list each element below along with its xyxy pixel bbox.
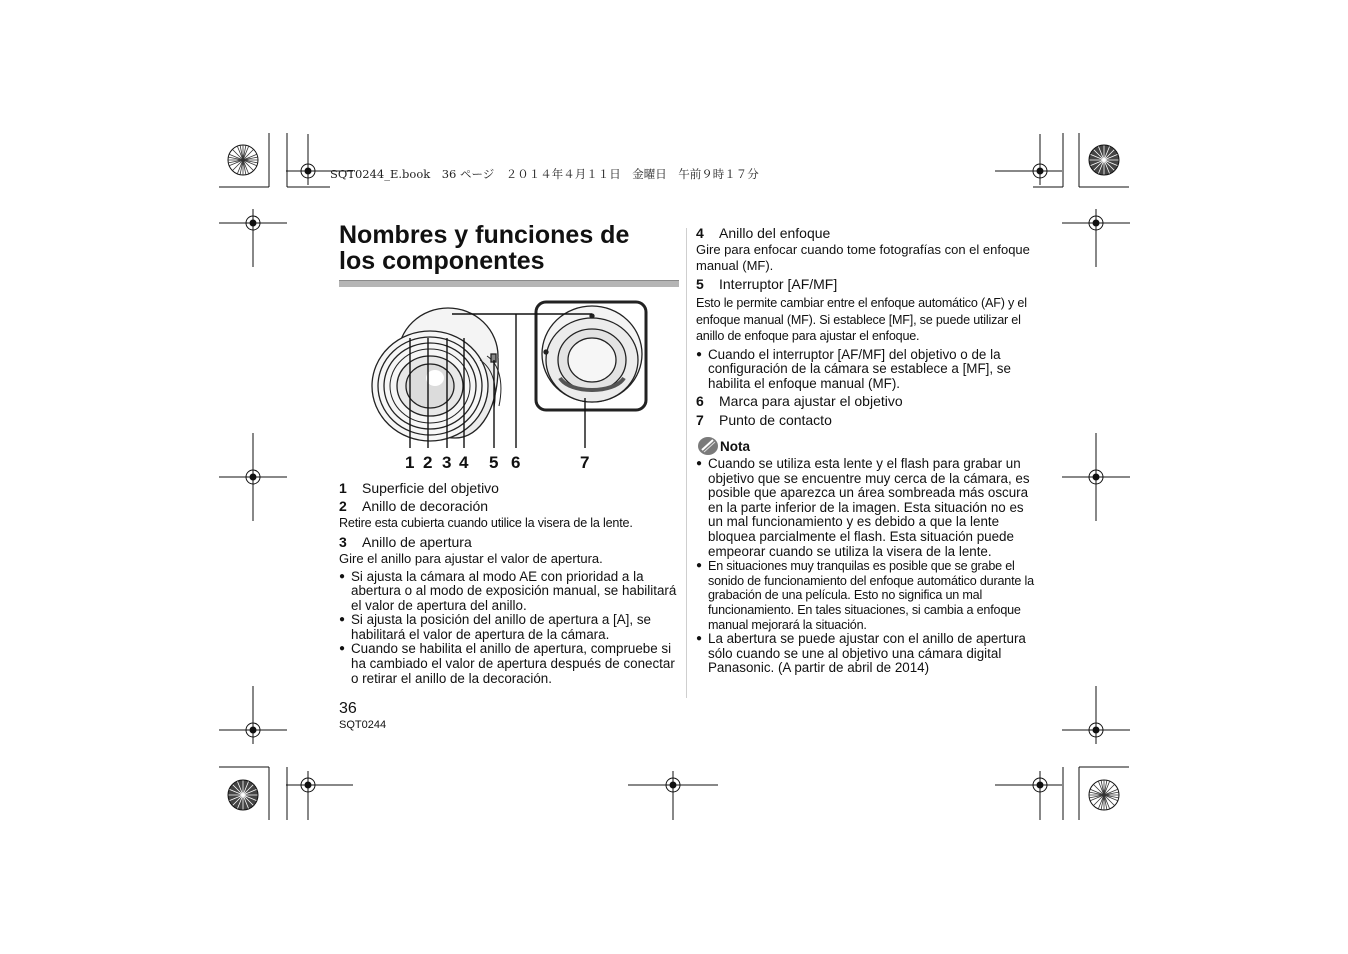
note-list <box>696 457 1038 676</box>
page-number: 36 <box>339 700 357 717</box>
item-label: Superficie del objetivo <box>362 480 499 496</box>
item-6 <box>696 394 1038 409</box>
note-label: Nota <box>720 438 750 454</box>
bullet-text: Cuando el interruptor [AF/MF] del objetivo o de la configuración de la cámara se establece a [MF], se habilita el enfoque manual (MF). <box>708 346 1011 391</box>
bullet-text: Cuando se utiliza esta lente y el flash para grabar un objetivo que se encuentre muy cerca de la cámara, es posible que aparezca un área sombreada más oscura en la parte inferior de la imagen. Esta situación no es un mal funcionamiento y es debido a que la lente bloquea parcialmente el flash. Esta situación puede empeorar cuando se utiliza la visera de la lente. <box>708 456 1030 559</box>
callout-4: 4 <box>459 453 469 472</box>
item-label: Anillo de decoración <box>362 498 489 514</box>
document-code: SQT0244 <box>339 719 387 731</box>
right-column <box>696 226 1038 428</box>
item-number: 6 <box>696 393 704 410</box>
item-7 <box>696 413 1038 428</box>
item-number: 7 <box>696 412 704 429</box>
title-underline-bar <box>339 280 679 287</box>
item-3-description: Gire el anillo para ajustar el valor de apertura. <box>339 550 603 566</box>
bullet-text: La abertura se puede ajustar con el anillo de apertura sólo cuando se une al objetivo una cámara digital Panasonic. (A partir de abril de 2014) <box>708 631 1026 676</box>
note-bullet: ● En situaciones muy tranquilas es posible que se grabe el sonido de funcionamiento del enfoque automático durante la grabación de una película. Esto no significa un mal funcionamiento. En tales situaciones, si cambia a enfoque manual mejorará la situación. <box>696 559 1038 632</box>
item-4 <box>696 226 1038 241</box>
callout-2: 2 <box>423 453 433 472</box>
bullet-text: En situaciones muy tranquilas es posible que se grabe el sonido de funcionamiento del enfoque automático durante la grabación de una película. Esto no significa un mal funcionamiento. En tales situaciones, si cambia a enfoque manual mejorará la situación. <box>708 559 1034 632</box>
callout-1: 1 <box>405 453 415 472</box>
item-number: 5 <box>696 276 704 292</box>
item-1 <box>339 481 681 496</box>
bullet-text: Si ajusta la cámara al modo AE con prioridad a la abertura o al modo de exposición manual, se habilitará el valor de apertura del anillo. <box>351 568 677 613</box>
item-5 <box>696 277 1038 292</box>
callout-5: 5 <box>489 453 499 472</box>
item-label: Marca para ajustar el objetivo <box>719 393 903 410</box>
item-2-description: Retire esta cubierta cuando utilice la visera de la lente. <box>339 516 633 530</box>
left-column <box>339 481 681 686</box>
item-4-description: Gire para enfocar cuando tome fotografías con el enfoque manual (MF). <box>696 242 1030 273</box>
bullet-item: ● Cuando el interruptor [AF/MF] del objetivo o de la configuración de la cámara se establece a [MF], se habilita el enfoque manual (MF). <box>696 348 1038 392</box>
callout-7: 7 <box>580 453 590 472</box>
item-3 <box>339 535 681 550</box>
item-5-description: Esto le permite cambiar entre el enfoque automático (AF) y el enfoque manual (MF). Si establece [MF], se puede utilizar el anillo de enfoque para ajustar el enfoque. <box>696 296 1027 343</box>
item-2 <box>339 499 681 514</box>
item-number: 4 <box>696 225 704 241</box>
print-header-line: SQT0244_E.book 36 ページ ２０１４年４月１１日 金曜日 午前９時１７分 <box>330 167 759 181</box>
callout-6: 6 <box>511 453 521 472</box>
item-label: Anillo de apertura <box>362 533 472 550</box>
bullet-text: Cuando se habilita el anillo de apertura, compruebe si ha cambiado el valor de apertura después de conectar o retirar el anillo de la decoración. <box>351 641 675 686</box>
item-number: 1 <box>339 480 347 496</box>
page-title: Nombres y funciones de los componentes <box>339 221 630 275</box>
item-label: Anillo del enfoque <box>719 225 831 241</box>
item-number: 3 <box>339 533 347 550</box>
item-label: Punto de contacto <box>719 412 832 429</box>
bullet-item: ● Si ajusta la cámara al modo AE con prioridad a la abertura o al modo de exposición manual, se habilitará el valor de apertura del anillo. <box>339 570 681 614</box>
callout-3: 3 <box>442 453 452 472</box>
note-icon <box>697 436 719 456</box>
bullet-item: ● Cuando se habilita el anillo de apertura, compruebe si ha cambiado el valor de apertura después de conectar o retirar el anillo de la decoración. <box>339 642 681 686</box>
bullet-text: Si ajusta la posición del anillo de apertura a [A], se habilitará el valor de apertura de la cámara. <box>351 612 651 642</box>
item-number: 2 <box>339 498 347 514</box>
column-divider <box>686 228 687 698</box>
note-bullet: ● La abertura se puede ajustar con el anillo de apertura sólo cuando se une al objetivo una cámara digital Panasonic. (A partir de abril de 2014) <box>696 632 1038 676</box>
bullet-item: ● Si ajusta la posición del anillo de apertura a [A], se habilitará el valor de apertura de la cámara. <box>339 613 681 642</box>
item-label: Interruptor [AF/MF] <box>719 276 838 292</box>
lens-illustration <box>360 298 660 458</box>
note-bullet: ● Cuando se utiliza esta lente y el flash para grabar un objetivo que se encuentre muy cerca de la cámara, es posible que aparezca un área sombreada más oscura en la parte inferior de la imagen. Esta situación no es un mal funcionamiento y es debido a que la lente bloquea parcialmente el flash. Esta situación puede empeorar cuando se utiliza la visera de la lente. <box>696 457 1038 559</box>
note-heading <box>697 436 750 456</box>
